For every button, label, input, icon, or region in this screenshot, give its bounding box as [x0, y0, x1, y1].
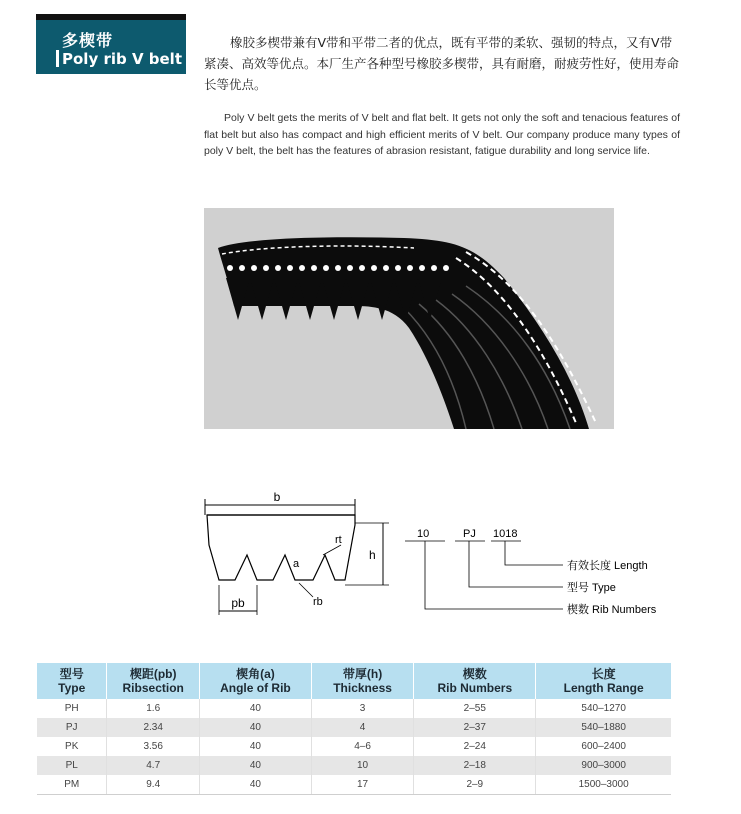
spec-table	[37, 663, 671, 795]
table-header-row	[37, 663, 671, 699]
intro-en: Poly V belt gets the merits of V belt and flat belt. It gets not only the soft and tenacious features of flat belt but also has compact and high efficient merits of V belt. Our company produce many types of poly V belt, the belt has the features of abrasion resistant, fatigue durability and long service life.	[204, 112, 680, 157]
table-body	[37, 699, 671, 795]
table-cell: 4	[311, 718, 413, 737]
table-cell: 2–9	[414, 775, 536, 795]
table-row	[37, 718, 671, 737]
table-cell: 2.34	[107, 718, 200, 737]
table-cell: 2–37	[414, 718, 536, 737]
table-cell: 2–18	[414, 756, 536, 775]
table-header-cell	[199, 663, 311, 699]
label-rb: rb	[313, 596, 323, 608]
title-badge	[36, 14, 186, 74]
table-header-cell	[107, 663, 200, 699]
table-cell: 540–1880	[536, 718, 671, 737]
label-pb: pb	[231, 596, 245, 610]
label-b: b	[273, 490, 281, 504]
table-row	[37, 699, 671, 718]
table-cell: 40	[199, 718, 311, 737]
table-cell: 40	[199, 737, 311, 756]
header-en: Thickness	[333, 681, 392, 695]
header-en: Ribsection	[122, 681, 184, 695]
header-zh: 长度	[591, 667, 616, 681]
table-cell: 2–24	[414, 737, 536, 756]
table-cell: PJ	[37, 718, 107, 737]
label-a: a	[293, 558, 300, 570]
table-cell: 3.56	[107, 737, 200, 756]
code-type: PJ	[463, 528, 476, 540]
table-cell: 2–55	[414, 699, 536, 718]
header-en: Angle of Rib	[220, 681, 291, 695]
table-cell: 1500–3000	[536, 775, 671, 795]
code-rib-count: 10	[417, 528, 430, 540]
table-cell: 4.7	[107, 756, 200, 775]
table-row	[37, 775, 671, 795]
table-header-cell	[37, 663, 107, 699]
table-cell: 17	[311, 775, 413, 795]
table-header-cell	[414, 663, 536, 699]
legend-type: 型号 Type	[567, 582, 616, 594]
label-rt: rt	[335, 534, 342, 546]
table-cell: 40	[199, 756, 311, 775]
label-h: h	[369, 548, 376, 562]
code-length: 1018	[493, 528, 518, 540]
header-zh: 楔距(pb)	[129, 667, 177, 681]
table-cell: 3	[311, 699, 413, 718]
table-cell: 40	[199, 775, 311, 795]
table-cell: 40	[199, 699, 311, 718]
table-cell: 9.4	[107, 775, 200, 795]
legend-ribs: 楔数 Rib Numbers	[567, 604, 657, 616]
table-cell: PK	[37, 737, 107, 756]
table-row	[37, 737, 671, 756]
table-cell: 540–1270	[536, 699, 671, 718]
header-zh: 型号	[59, 667, 84, 681]
header-en: Length Range	[563, 681, 644, 695]
title-bar-accent	[56, 50, 59, 67]
badge-top-stripe	[36, 14, 186, 20]
header-zh: 楔数	[462, 667, 487, 681]
table-header-cell	[536, 663, 671, 699]
header-en: Type	[58, 681, 86, 695]
table-header-cell	[311, 663, 413, 699]
title-en: Poly rib V belt	[62, 50, 182, 68]
table-cell: 600–2400	[536, 737, 671, 756]
belt-photo	[204, 208, 614, 429]
title-zh: 多楔带	[62, 31, 114, 50]
table-cell: PL	[37, 756, 107, 775]
table-cell: 10	[311, 756, 413, 775]
table-cell: 900–3000	[536, 756, 671, 775]
table-cell: PM	[37, 775, 107, 795]
legend-length: 有效长度 Length	[567, 560, 648, 572]
header-zh: 带厚(h)	[342, 667, 383, 681]
table-row	[37, 756, 671, 775]
header-zh: 楔角(a)	[236, 667, 275, 681]
intro-zh: 橡胶多楔带兼有V带和平带二者的优点，既有平带的柔软、强韧的特点，又有V带紧凑、高效等优点。本厂生产各种型号橡胶多楔带，具有耐磨，耐疲劳性好，使用寿命长等优点。	[204, 35, 680, 92]
table-cell: PH	[37, 699, 107, 718]
table-cell: 1.6	[107, 699, 200, 718]
header-en: Rib Numbers	[437, 681, 513, 695]
table-cell: 4–6	[311, 737, 413, 756]
cross-section-diagram	[195, 485, 685, 625]
